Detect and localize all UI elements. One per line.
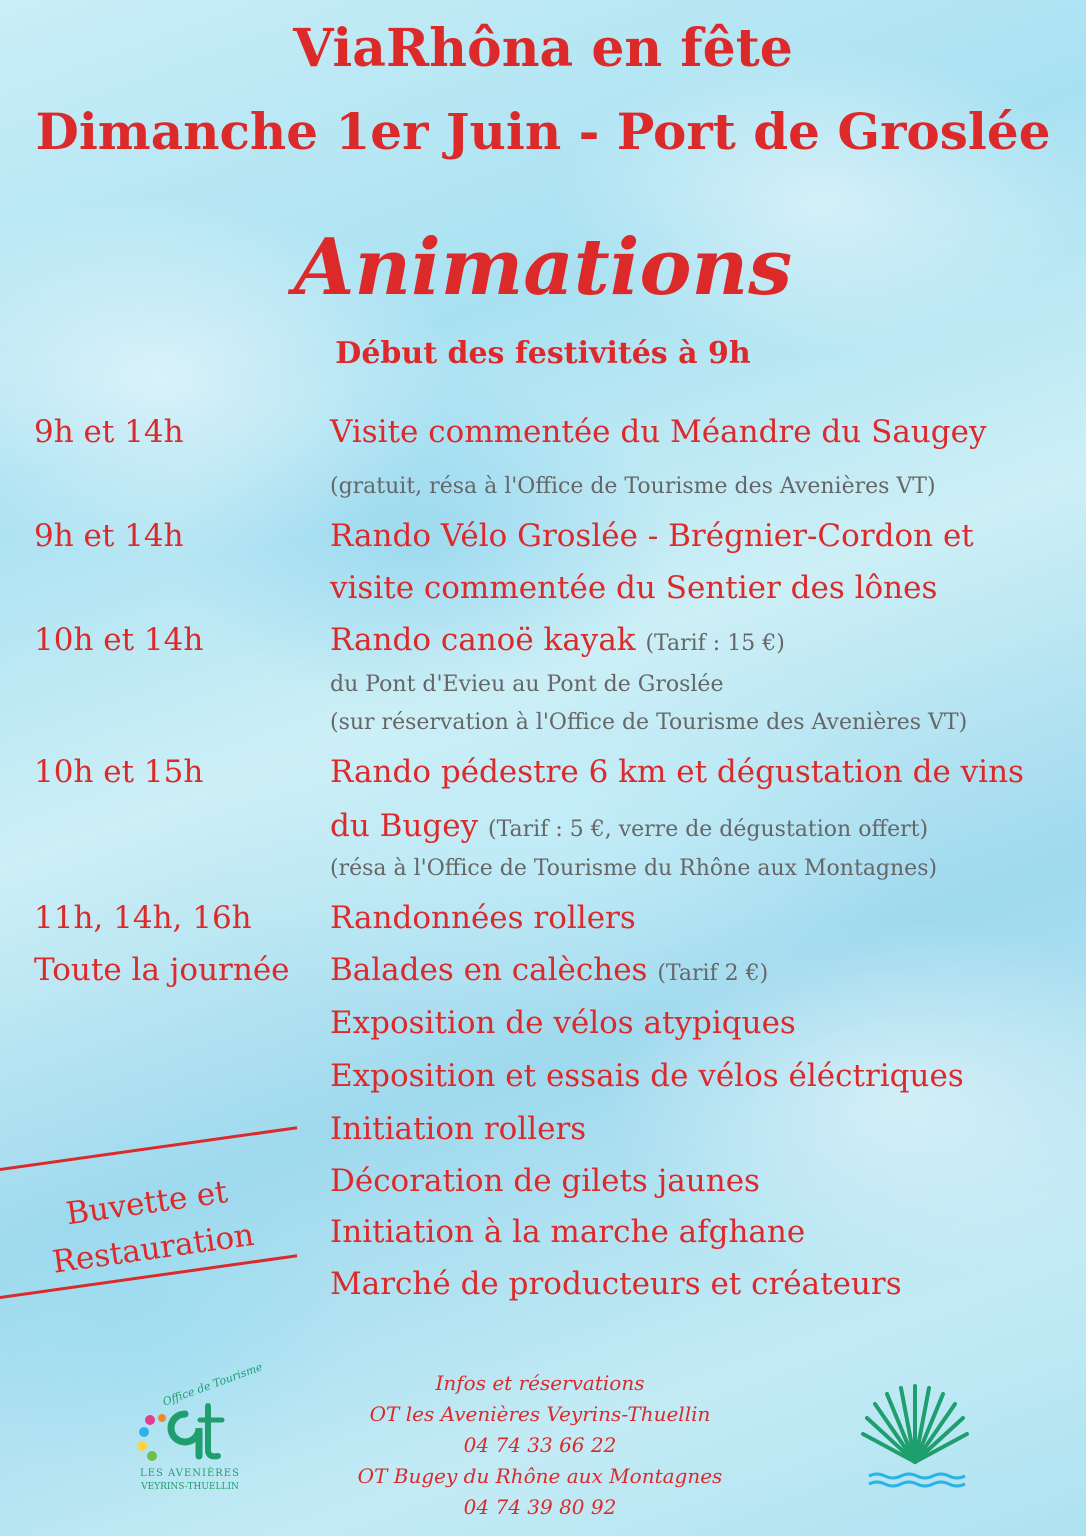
list-item: Initiation à la marche afghane: [330, 1214, 806, 1250]
buvette-line1: Buvette et: [63, 1174, 230, 1233]
schedule-time: 9h et 14h: [34, 414, 184, 450]
schedule-price: (Tarif : 5 €, verre de dégustation offert): [487, 817, 929, 842]
buvette-stamp: [0, 1150, 290, 1310]
schedule-note: (sur réservation à l'Office de Tourisme des Avenières VT): [330, 710, 968, 735]
list-item: Exposition et essais de vélos éléctriques: [330, 1058, 964, 1094]
list-item: Marché de producteurs et créateurs: [330, 1266, 902, 1302]
schedule-activity: Visite commentée du Méandre du Saugey: [330, 414, 987, 450]
footer-org: OT les Avenières Veyrins-Thuellin: [369, 1402, 711, 1426]
bugey-logo: [855, 1378, 975, 1498]
schedule-time: 11h, 14h, 16h: [34, 900, 252, 936]
logo-bottom2: VEYRINS-THUELLIN: [141, 1482, 239, 1492]
schedule-time: 10h et 14h: [34, 622, 204, 658]
start-time: Début des festivités à 9h: [335, 336, 751, 371]
schedule-note: du Pont d'Evieu au Pont de Groslée: [330, 672, 724, 697]
list-item: Exposition de vélos atypiques: [330, 1005, 796, 1041]
poster-date-location: Dimanche 1er Juin - Port de Groslée: [35, 102, 1051, 161]
footer-info: [330, 1368, 750, 1523]
schedule-time: 10h et 15h: [34, 754, 204, 790]
schedule-price: (Tarif : 15 €): [645, 631, 785, 656]
footer-org: OT Bugey du Rhône aux Montagnes: [357, 1464, 723, 1488]
list-item: Décoration de gilets jaunes: [330, 1163, 760, 1199]
logo-bottom1: LES AVENIÈRES: [140, 1468, 240, 1479]
poster-title: ViaRhôna en fête: [293, 18, 793, 79]
schedule-time: Toute la journée: [34, 952, 290, 988]
list-item: Initiation rollers: [330, 1111, 587, 1147]
logo-top-text: Office de Tourisme: [160, 1360, 265, 1409]
schedule-activity: Balades en calèches: [330, 952, 648, 988]
schedule-activity: Rando pédestre 6 km et dégustation de vins: [330, 754, 1024, 790]
office-tourisme-logo: [130, 1360, 265, 1510]
schedule-activity-cont: du Bugey: [330, 808, 479, 844]
buvette-text: [25, 1164, 275, 1289]
schedule-activity-wrap: [330, 808, 928, 844]
schedule-price: (Tarif 2 €): [657, 961, 769, 986]
schedule-activity-wrap: [330, 952, 768, 988]
schedule-activity-cont: visite commentée du Sentier des lônes: [330, 570, 938, 606]
schedule-time: 9h et 14h: [34, 518, 184, 554]
schedule-note: (gratuit, résa à l'Office de Tourisme des Avenières VT): [330, 474, 936, 499]
footer-phone: 04 74 39 80 92: [463, 1495, 617, 1519]
section-title: Animations: [293, 222, 793, 313]
schedule-activity: Randonnées rollers: [330, 900, 636, 936]
buvette-line2: Restauration: [50, 1216, 257, 1281]
schedule-note: (résa à l'Office de Tourisme du Rhône aux Montagnes): [330, 856, 938, 881]
schedule-activity-wrap: [330, 622, 785, 658]
palm-leaf-icon: [855, 1378, 975, 1498]
footer-phone: 04 74 33 66 22: [463, 1433, 617, 1457]
schedule-activity: Rando canoë kayak: [330, 622, 636, 658]
footer-heading: Infos et réservations: [435, 1371, 645, 1395]
schedule-activity: Rando Vélo Groslée - Brégnier-Cordon et: [330, 518, 974, 554]
